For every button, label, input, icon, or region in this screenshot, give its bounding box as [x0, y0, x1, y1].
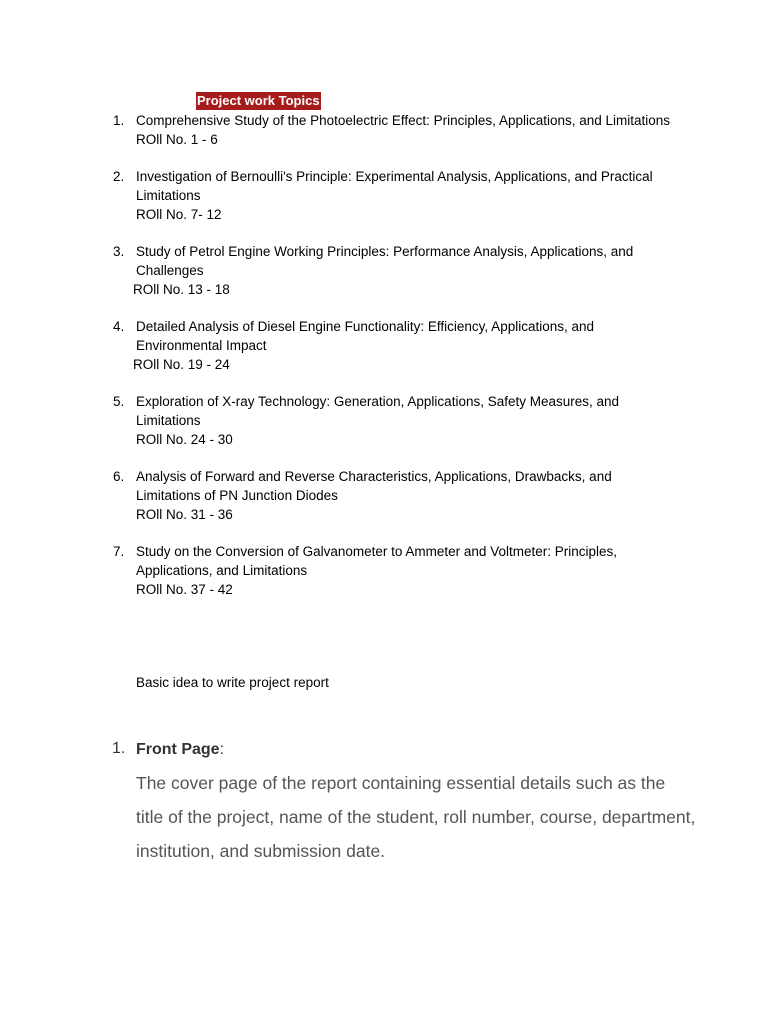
topic-item-5 [0, 392, 768, 449]
topic-text: Analysis of Forward and Reverse Characteristics, Applications, Drawbacks, and Limitations of PN Junction Diodes [136, 469, 612, 503]
topic-item-7 [0, 542, 768, 599]
topic-roll: ROll No. 31 - 36 [136, 507, 233, 522]
topic-number: 1. [113, 113, 125, 128]
topic-list [0, 111, 768, 617]
report-item-heading-colon: : [219, 741, 225, 758]
topic-item-4 [0, 317, 768, 374]
topic-number: 2. [113, 169, 125, 184]
topic-text: Comprehensive Study of the Photoelectric Effect: Principles, Applications, and Limitations [136, 113, 671, 128]
report-item-description: The cover page of the report containing essential details such as the title of the project, name of the student, roll number, course, department, institution, and submission date. [136, 773, 696, 861]
topic-text: Study on the Conversion of Galvanometer to Ammeter and Voltmeter: Principles, Applications, and Limitations [136, 544, 617, 578]
topic-roll: ROll No. 1 - 6 [136, 132, 218, 147]
topic-roll: ROll No. 13 - 18 [133, 282, 230, 297]
page-title: Project work Topics [197, 93, 320, 108]
topic-number: 6. [113, 469, 125, 484]
topic-roll: ROll No. 19 - 24 [133, 357, 230, 372]
topic-text: Study of Petrol Engine Working Principles: Performance Analysis, Applications, and Challenges [136, 244, 634, 278]
topic-roll: ROll No. 24 - 30 [136, 432, 233, 447]
topic-text: Investigation of Bernoulli's Principle: Experimental Analysis, Applications, and Practical Limitations [136, 169, 653, 203]
topic-roll: ROll No. 37 - 42 [136, 582, 233, 597]
topic-number: 5. [113, 394, 125, 409]
report-item-number: 1. [112, 740, 126, 757]
topic-text: Exploration of X-ray Technology: Generation, Applications, Safety Measures, and Limitations [136, 394, 620, 428]
topic-item-6 [0, 467, 768, 524]
report-item-heading [136, 737, 768, 763]
report-guide-subtitle: Basic idea to write project report [136, 675, 329, 690]
topic-roll: ROll No. 7- 12 [136, 207, 222, 222]
topic-number: 3. [113, 244, 125, 259]
topic-item-1 [0, 111, 768, 149]
topic-number: 4. [113, 319, 125, 334]
report-item-heading-text: Front Page [136, 741, 220, 758]
topic-text: Detailed Analysis of Diesel Engine Functionality: Efficiency, Applications, and Environmental Impact [136, 319, 595, 353]
topic-number: 7. [113, 544, 125, 559]
topic-item-2 [0, 167, 768, 224]
topic-item-3 [0, 242, 768, 299]
report-item-front-page [0, 737, 768, 868]
